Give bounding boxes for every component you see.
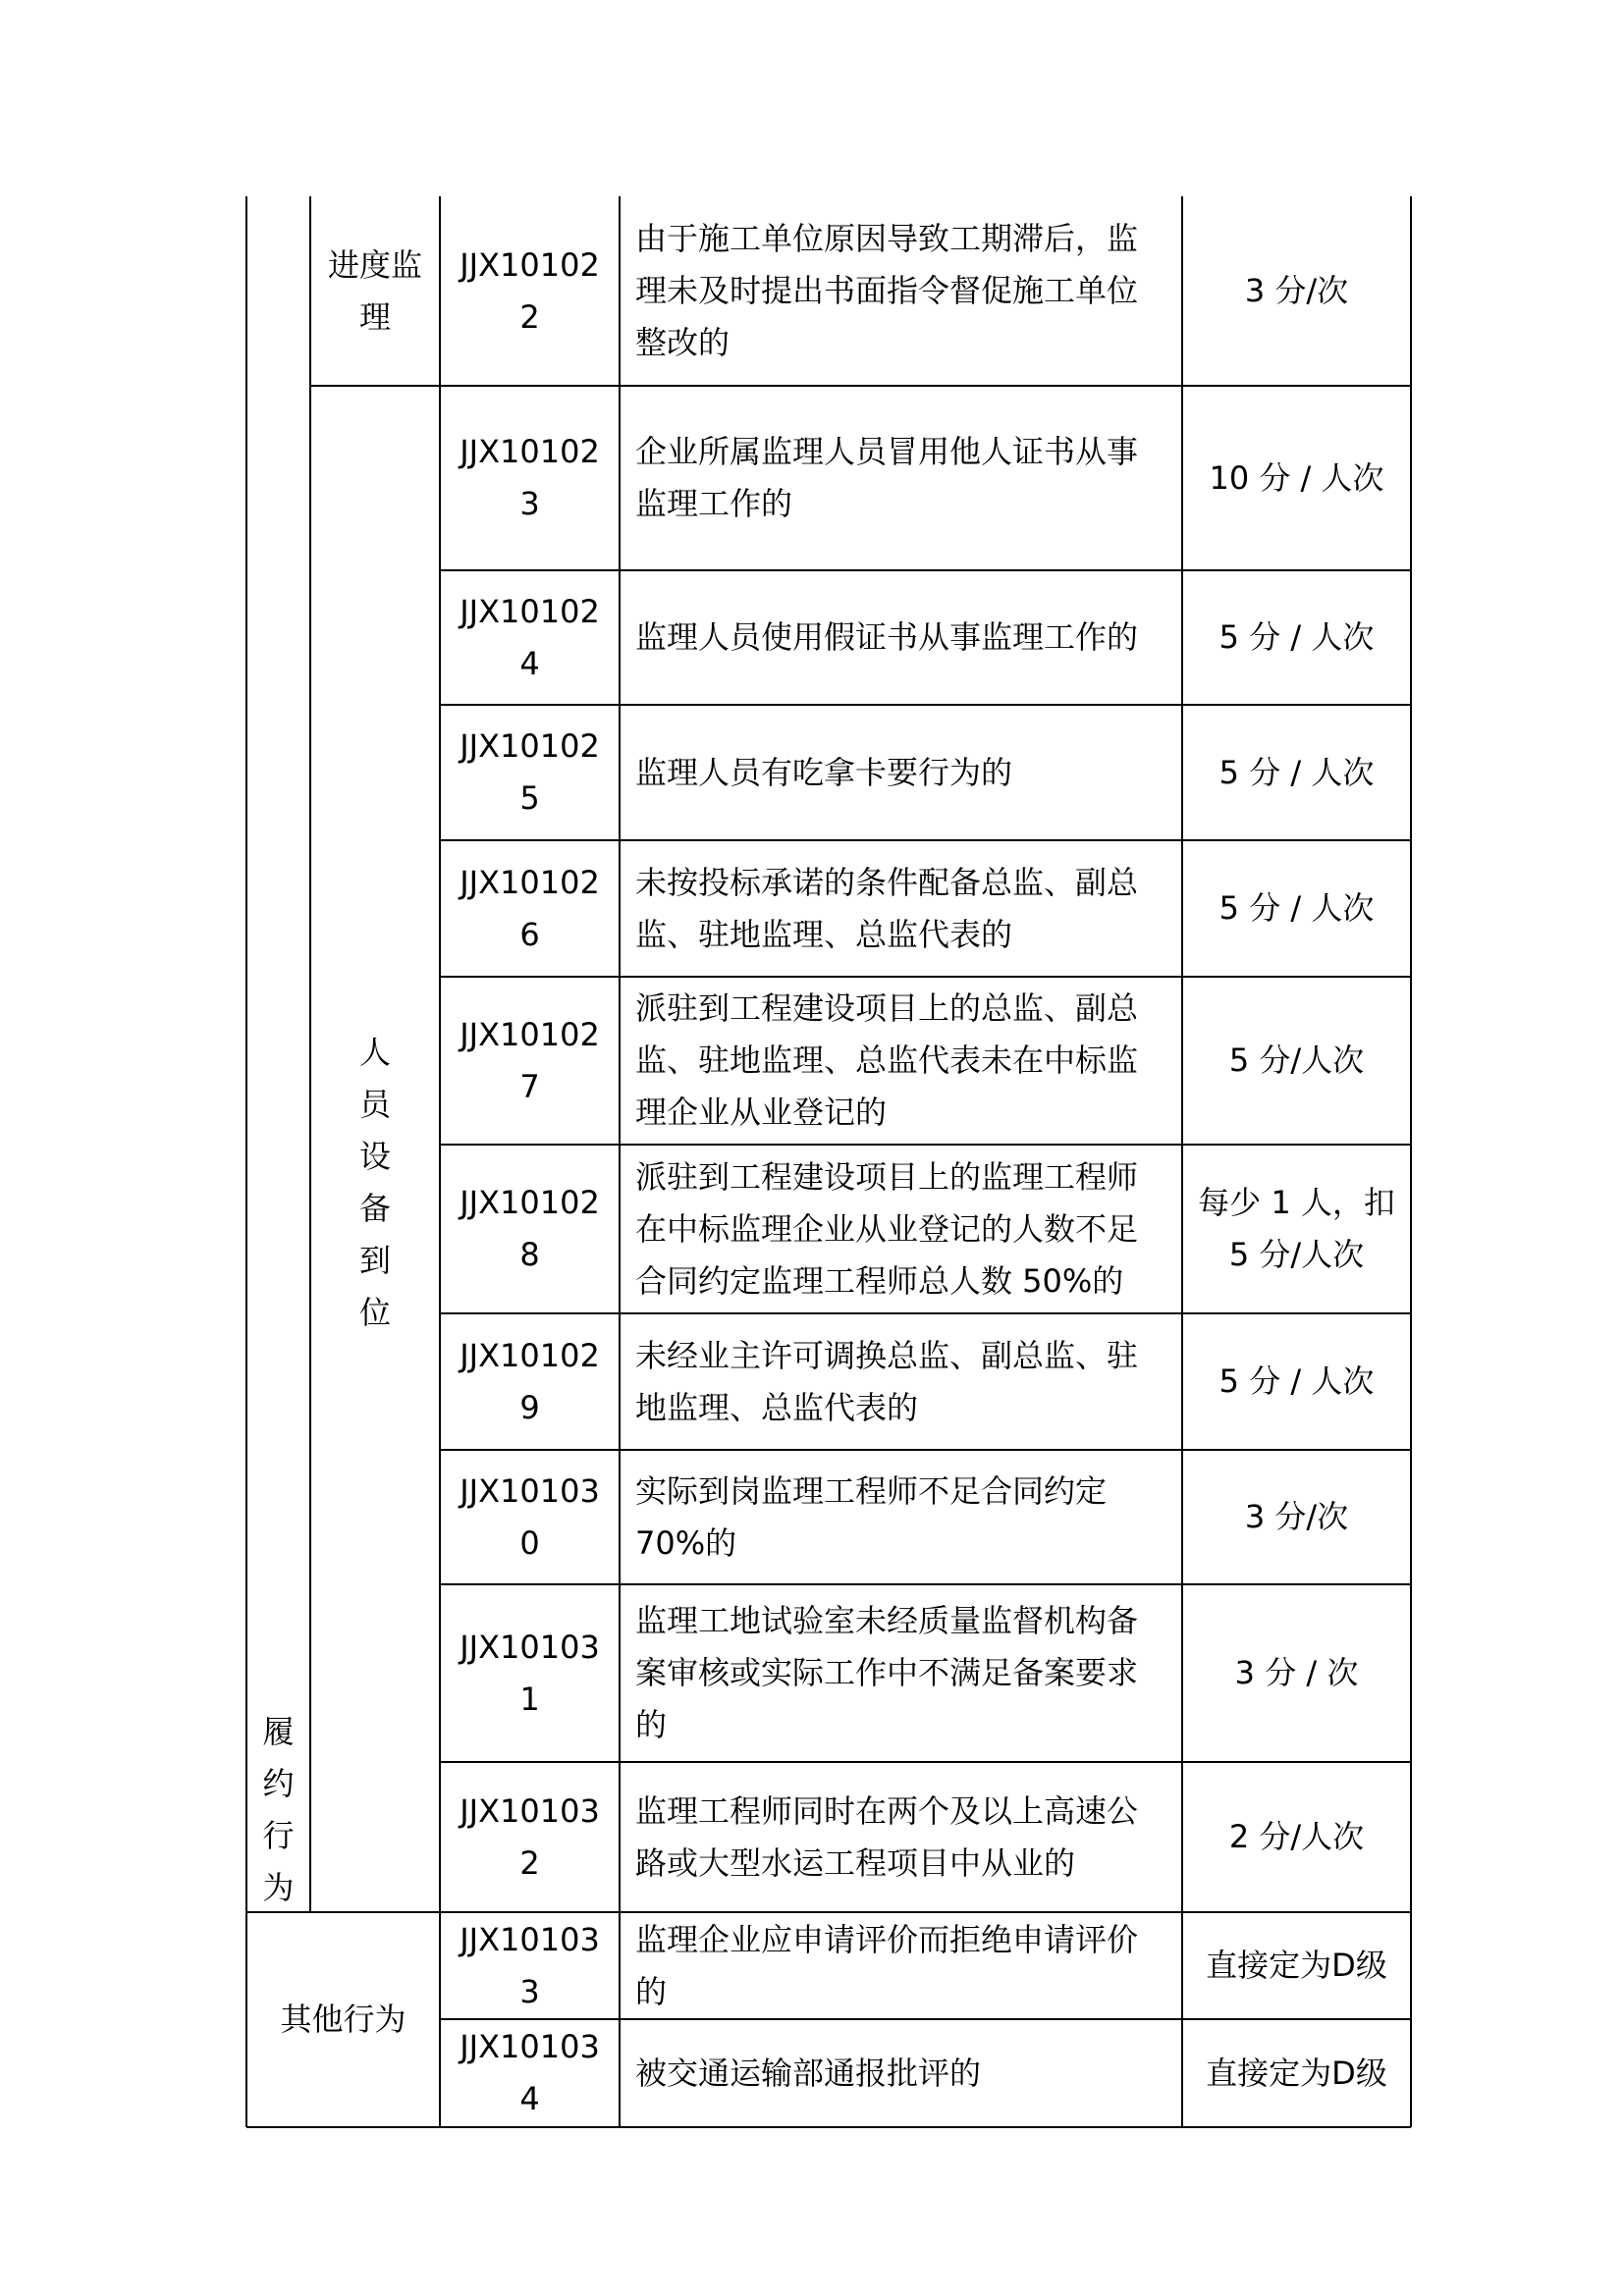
code-part: 9 (519, 1388, 540, 1426)
table-row-code (440, 1450, 620, 1584)
code-part: 8 (519, 1236, 540, 1273)
category-label: 其他行为 (280, 2001, 406, 2038)
code-part: JJX10102 (460, 1015, 600, 1053)
table-row-code (440, 977, 620, 1145)
table-row-score: 5 分/人次 (1228, 1041, 1365, 1079)
code-part: JJX10102 (460, 727, 600, 765)
code-part: 2 (519, 1843, 540, 1882)
code-part: 5 (519, 779, 540, 817)
category-char: 行 (262, 1817, 295, 1854)
code-part: JJX10102 (460, 1184, 600, 1221)
code-part: 2 (519, 297, 540, 336)
table-row-code (440, 705, 620, 840)
table-row-description: 未经业主许可调换总监、副总监、驻地监理、总监代表的 (635, 1336, 1139, 1426)
table-row-score: 直接定为D级 (1206, 1947, 1387, 1984)
table-row-score: 5 分 / 人次 (1218, 1362, 1375, 1400)
category-char: 到 (358, 1242, 391, 1279)
table-row-code (440, 1145, 620, 1313)
category-char: 设 (358, 1138, 391, 1175)
table-row-description: 企业所属监理人员冒用他人证书从事监理工作的 (635, 433, 1139, 522)
table-row-score: 5 分 / 人次 (1218, 753, 1375, 791)
table-row-score: 3 分 / 次 (1234, 1654, 1359, 1691)
code-part: JJX10103 (460, 1471, 600, 1510)
table-row-description: 派驻到工程建设项目上的监理工程师在中标监理企业从业登记的人数不足合同约定监理工程师总人数 50%的 (635, 1157, 1139, 1300)
table-row-score: 5 分 / 人次 (1218, 889, 1375, 927)
table-row-description: 监理工地试验室未经质量监督机构备案审核或实际工作中不满足备案要求的 (635, 1602, 1139, 1743)
table-row-score: 2 分/人次 (1228, 1818, 1365, 1855)
table-row-description: 派驻到工程建设项目上的总监、副总监、驻地监理、总监代表未在中标监理企业从业登记的 (635, 989, 1139, 1131)
code-part: 3 (519, 485, 540, 522)
code-part: JJX10102 (460, 433, 600, 470)
table-row-description: 被交通运输部通报批评的 (635, 2054, 982, 2092)
code-part: 4 (519, 644, 540, 682)
category-label: 进度监理 (327, 245, 422, 336)
code-part: JJX10102 (460, 592, 600, 630)
table-row-code (440, 570, 620, 705)
category-char: 人 (358, 1034, 391, 1071)
category-progress-supervision (310, 196, 440, 386)
table-row-code (440, 840, 620, 977)
code-part: JJX10102 (460, 245, 600, 284)
table-row-score: 每少 1 人，扣 5 分/人次 (1198, 1184, 1395, 1273)
category-char: 为 (262, 1869, 295, 1906)
code-part: 4 (519, 2080, 540, 2117)
code-part: JJX10103 (460, 1920, 600, 1958)
table-row-description: 监理人员使用假证书从事监理工作的 (635, 618, 1139, 656)
code-part: 0 (519, 1523, 540, 1562)
table-row-description: 未按投标承诺的条件配备总监、副总监、驻地监理、总监代表的 (635, 863, 1139, 953)
table-row-score: 5 分 / 人次 (1218, 618, 1375, 656)
table-row-score: 10 分 / 人次 (1209, 458, 1384, 497)
code-part: 1 (519, 1680, 540, 1718)
code-part: 7 (519, 1067, 540, 1105)
table-row-code (440, 1912, 620, 2019)
table-row-score: 直接定为D级 (1206, 2054, 1387, 2092)
table-row-description: 监理企业应申请评价而拒绝申请评价的 (635, 1920, 1139, 2010)
table-row-description: 监理人员有吃拿卡要行为的 (635, 753, 1013, 791)
code-part: JJX10102 (460, 863, 600, 901)
table-row-description: 实际到岗监理工程师不足合同约定 70%的 (635, 1471, 1108, 1562)
category-char: 约 (262, 1765, 295, 1802)
category-char: 位 (358, 1294, 391, 1331)
table-row-code (440, 1313, 620, 1450)
table-row-description: 由于施工单位原因导致工期滞后，监理未及时提出书面指令督促施工单位整改的 (635, 220, 1139, 361)
table-row-code (440, 386, 620, 570)
code-part: JJX10103 (460, 1628, 600, 1666)
code-part: 3 (519, 1972, 540, 2010)
category-char: 备 (358, 1190, 391, 1227)
category-personnel-equipment (310, 1021, 440, 1345)
table-row-code (440, 196, 620, 386)
code-part: 6 (519, 915, 540, 953)
code-part: JJX10102 (460, 1336, 600, 1374)
category-other-behavior (246, 1912, 440, 2127)
table-row-code (440, 1584, 620, 1762)
table-row-score: 3 分/次 (1244, 272, 1349, 309)
category-char: 履 (262, 1713, 295, 1750)
table-row-description: 监理工程师同时在两个及以上高速公路或大型水运工程项目中从业的 (635, 1791, 1139, 1882)
table-row-score: 3 分/次 (1244, 1498, 1349, 1535)
category-performance-behavior (246, 1708, 310, 1912)
code-part: JJX10103 (460, 2028, 600, 2065)
code-part: JJX10103 (460, 1791, 600, 1830)
table-row-code (440, 2019, 620, 2127)
table-row-code (440, 1762, 620, 1912)
category-char: 员 (358, 1086, 391, 1123)
